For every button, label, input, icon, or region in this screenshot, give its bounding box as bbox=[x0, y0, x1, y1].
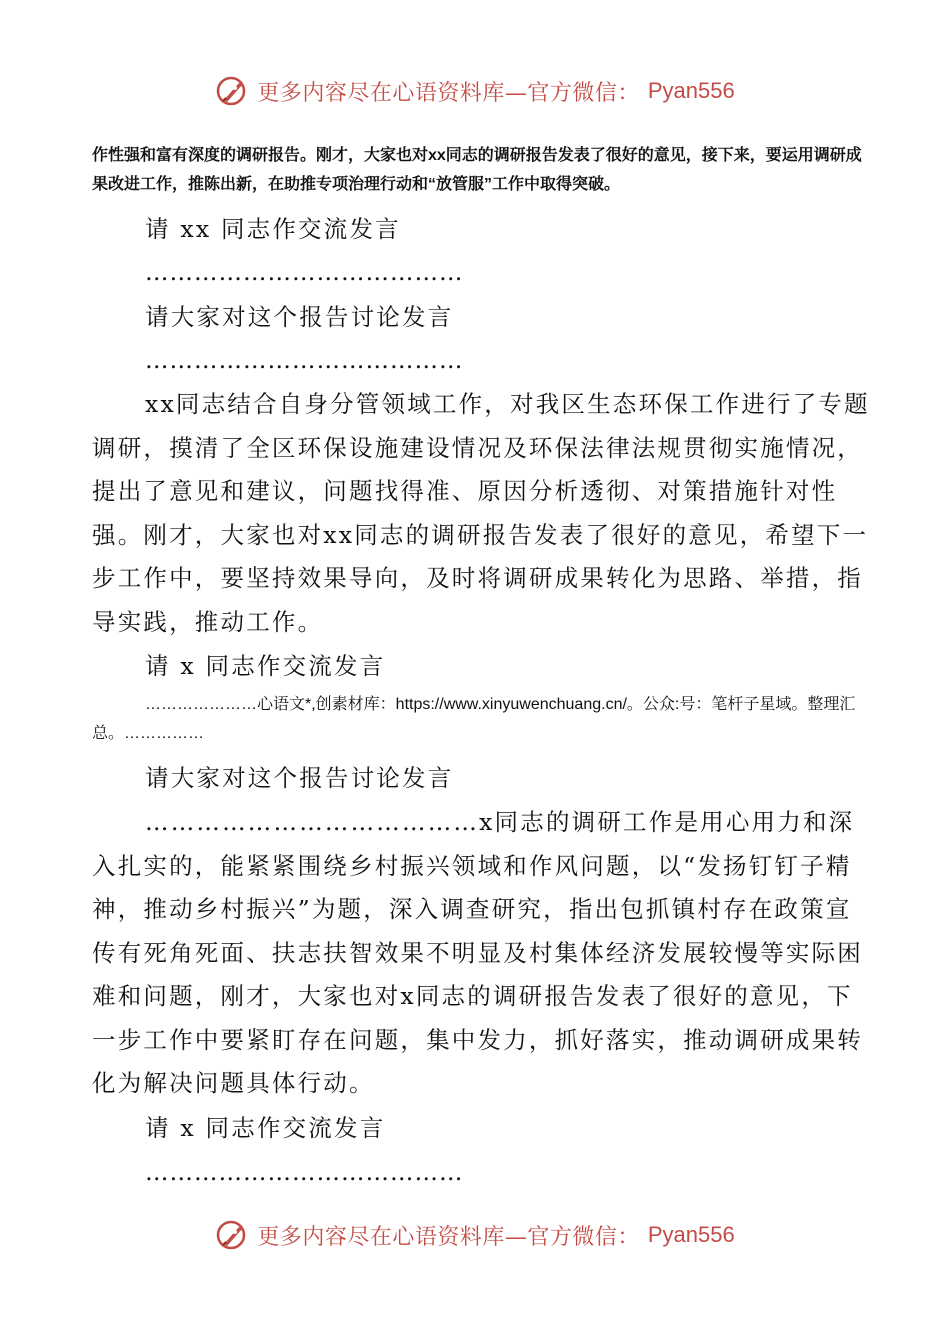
watermark-line: …………………心语文*,创素材库：https://www.xinyuwenchuang.cn/。公众:号：笔杆子星域。整理汇总。…………… bbox=[92, 696, 856, 742]
main-paragraph-1: xx同志结合自身分管领域工作，对我区生态环保工作进行了专题调研，摸清了全区环保设施建设情况及环保法律法规贯彻实施情况，提出了意见和建议，问题找得准、原因分析透彻、对策措施针对性强。刚才，大家也对xx同志的调研报告发表了很好的意见，希望下一步工作中，要坚持效果导向，及时将调研成果转化为思路、举措，指导实践，推动工作。 bbox=[92, 390, 870, 636]
banner-wechat-id[interactable]: Pyan556 bbox=[647, 78, 735, 103]
speech-line-1: 请 xx 同志作交流发言 bbox=[145, 215, 401, 243]
ellipsis-line-1: ………………………………… bbox=[145, 258, 464, 286]
speech-line-2: 请大家对这个报告讨论发言 bbox=[145, 303, 454, 331]
main-paragraph-2: …………………………………x同志的调研工作是用心用力和深入扎实的，能紧紧围绕乡村振兴领域和作风问题，以“发扬钉钉子精神，推动乡村振兴”为题，深入调查研究，指出包抓镇村存在政策宣传有死角死面、扶志扶智效果不明显及村集体经济发展较慢等实际困难和问题，刚才，大家也对x同志的调研报告发表了很好的意见，下一步工作中要紧盯存在问题，集中发力，抓好落实，推动调研成果转化为解决问题具体行动。 bbox=[92, 808, 863, 1097]
header-banner-content bbox=[215, 74, 734, 108]
ellipsis-line-2: ………………………………… bbox=[145, 346, 464, 374]
banner-text: 更多内容尽在心语资料库—官方微信： bbox=[257, 1224, 640, 1250]
speech-line-4: 请大家对这个报告讨论发言 bbox=[145, 764, 454, 792]
speech-line-3: 请 x 同志作交流发言 bbox=[145, 652, 386, 680]
quill-pen-logo-icon bbox=[215, 1218, 249, 1252]
header-banner bbox=[0, 74, 950, 114]
ellipsis-line-5: ………………………………… bbox=[145, 1158, 464, 1186]
banner-text: 更多内容尽在心语资料库—官方微信： bbox=[257, 80, 640, 106]
banner-wechat-id[interactable]: Pyan556 bbox=[647, 1222, 735, 1247]
footer-banner-content bbox=[215, 1218, 734, 1252]
footer-banner bbox=[0, 1218, 950, 1258]
intro-paragraph: 作性强和富有深度的调研报告。刚才，大家也对xx同志的调研报告发表了很好的意见，接下来，要运用调研成果改进工作，推陈出新，在助推专项治理行动和“放管服”工作中取得突破。 bbox=[92, 147, 862, 193]
speech-line-5: 请 x 同志作交流发言 bbox=[145, 1114, 386, 1142]
quill-pen-logo-icon bbox=[215, 74, 249, 108]
